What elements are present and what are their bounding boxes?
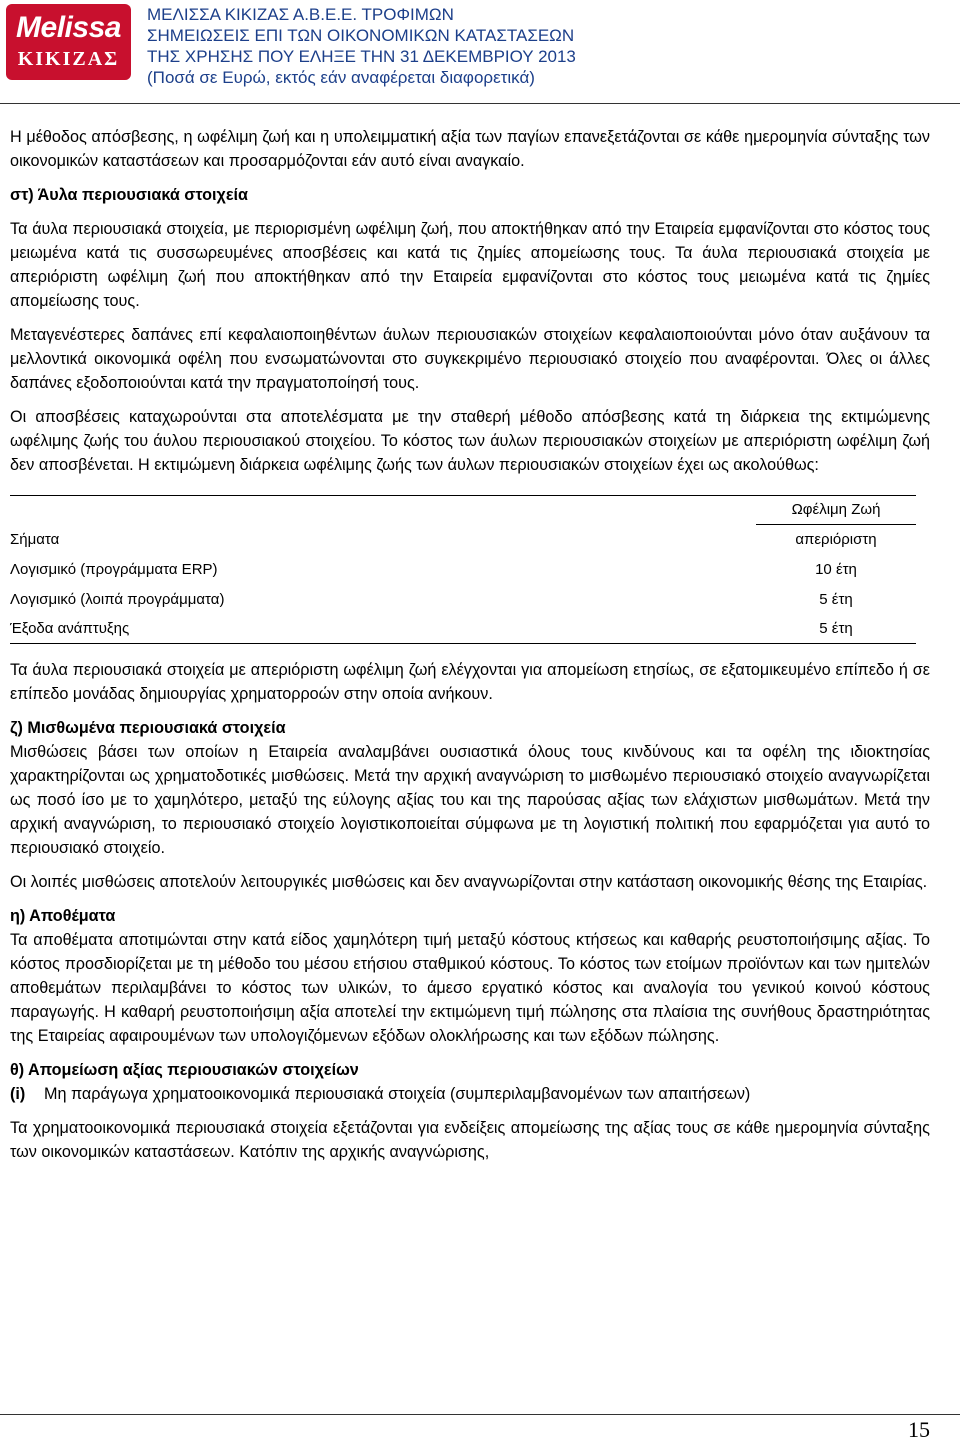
heading-intangible-assets: στ) Άυλα περιουσιακά στοιχεία xyxy=(10,186,248,204)
page-header xyxy=(147,4,947,88)
row-label: Λογισμικό (προγράμματα ERP) xyxy=(10,561,218,578)
table-header-row xyxy=(10,496,916,525)
paragraph-impairment: Τα χρηματοοικονομικά περιουσιακά στοιχεία εξετάζονται για ενδείξεις απομείωσης της αξίας τους σε κάθε ημερομηνία σύνταξης των οικονομικών καταστάσεων. Κατόπιν της αρχικής αναγνώρισης, xyxy=(10,1119,930,1161)
logo-sub-text: ΚΙΚΙΖΑΣ xyxy=(17,48,120,70)
heading-inventories: η) Αποθέματα xyxy=(10,907,116,925)
subheading-marker: (i) xyxy=(10,1085,26,1103)
footer-divider xyxy=(0,1414,960,1415)
header-divider xyxy=(0,103,960,104)
heading-impairment: θ) Απομείωση αξίας περιουσιακών στοιχείων xyxy=(10,1061,359,1079)
paragraph-leases-1: Μισθώσεις βάσει των οποίων η Εταιρεία αναλαμβάνει ουσιαστικά όλους τους κινδύνους και τα οφέλη της ιδιοκτησίας χαρακτηρίζονται ως χρηματοδοτικές μισθώσεις. Μετά την αρχική αναγνώριση το μισθωμένο περιουσιακό στοιχείο αναγνωρίζεται ως ποσό ίσο με το χαμηλότερο, μεταξύ της εύλογης αξίας του και της παρούσας αξίας των ελάχιστων μισθωμάτων. Μετά την αρχική αναγνώριση, το περιουσιακό στοιχείο λογιστικοποιείται σύμφωνα με τη λογιστική πολιτική που εφαρμόζεται για αυτό το περιουσιακό στοιχείο. xyxy=(10,743,930,857)
row-value: 5 έτη xyxy=(819,591,853,608)
paragraph-leases-2: Οι λοιπές μισθώσεις αποτελούν λειτουργικές μισθώσεις και δεν αναγνωρίζονται στην κατάσταση οικονομικής θέσης της Εταιρίας. xyxy=(10,873,928,891)
column-header-useful-life: Ωφέλιμη Ζωή xyxy=(756,496,916,525)
row-label: Έξοδα ανάπτυξης xyxy=(10,615,756,644)
table-row xyxy=(10,525,916,556)
row-value: 10 έτη xyxy=(815,561,857,578)
table-row xyxy=(10,555,916,585)
row-value: 5 έτη xyxy=(756,615,916,644)
subheading-non-derivative xyxy=(10,1082,930,1106)
row-label: Λογισμικό (λοιπά προγράμματα) xyxy=(10,591,225,608)
heading-leased-assets: ζ) Μισθωμένα περιουσιακά στοιχεία xyxy=(10,719,286,737)
subheading-text: Μη παράγωγα χρηματοοικονομικά περιουσιακά στοιχεία (συμπεριλαμβανομένων των απαιτήσεων) xyxy=(44,1085,751,1103)
company-name: ΜΕΛΙΣΣΑ ΚΙΚΙΖΑΣ Α.Β.Ε.Ε. ΤΡΟΦΙΜΩΝ xyxy=(147,5,454,24)
paragraph-intangible-2: Μεταγενέστερες δαπάνες επί κεφαλαιοποιηθέντων άυλων περιουσιακών στοιχείων κεφαλαιοποιούνται μόνο όταν αυξάνουν τα μελλοντικά οικονομικά οφέλη που ενσωματώνονται στο συγκεκριμένο περιουσιακό στοιχείο που αναφέρονται. Όλες οι άλλες δαπάνες εξοδοποιούνται κατά την πραγματοποίησή τους. xyxy=(10,326,930,392)
useful-life-table xyxy=(10,495,916,644)
company-logo xyxy=(6,4,131,80)
paragraph-intangible-4: Τα άυλα περιουσιακά στοιχεία με απεριόριστη ωφέλιμη ζωή ελέγχονται για απομείωση ετησίως, σε εξατομικευμένο επίπεδο ή σε επίπεδο μονάδας δημιουργίας χρηματορροών στην οποία ανήκουν. xyxy=(10,661,930,703)
paragraph-intangible-1: Τα άυλα περιουσιακά στοιχεία, με περιορισμένη ωφέλιμη ζωή, που αποκτήθηκαν από την Εταιρεία εμφανίζονται στο κόστος τους μειωμένα κατά τις συσσωρευμένες αποσβέσεις και κατά τις ζημίες απομείωσης τους. Τα άυλα περιουσιακά στοιχεία με απεριόριστη ωφέλιμη ζωή που αποκτήθηκαν από την Εταιρεία εμφανίζονται στο κόστος τους μειωμένα κατά τις ζημίες απομείωσης τους. xyxy=(10,220,930,310)
row-label: Σήματα xyxy=(10,530,60,548)
page-number: 15 xyxy=(908,1417,930,1442)
notes-title: ΣΗΜΕΙΩΣΕΙΣ ΕΠΙ ΤΩΝ ΟΙΚΟΝΟΜΙΚΩΝ ΚΑΤΑΣΤΑΣΕΩΝ xyxy=(147,26,575,45)
paragraph-intro: Η μέθοδος απόσβεσης, η ωφέλιμη ζωή και η υπολειμματική αξία των παγίων επανεξετάζονται σε κάθε ημερομηνία σύνταξης των οικονομικών καταστάσεων και προσαρμόζονται εάν αυτό είναι αναγκαίο. xyxy=(10,128,930,170)
row-value: απεριόριστη xyxy=(795,531,877,548)
table-row xyxy=(10,615,916,644)
currency-note: (Ποσά σε Ευρώ, εκτός εάν αναφέρεται διαφορετικά) xyxy=(147,68,535,87)
paragraph-intangible-3: Οι αποσβέσεις καταχωρούνται στα αποτελέσματα με την σταθερή μέθοδο απόσβεσης κατά τη διάρκεια της εκτιμώμενης ωφέλιμης ζωής του άυλου περιουσιακού στοιχείου. Το κόστος των άυλων περιουσιακών στοιχείων με απεριόριστη ωφέλιμη ζωή δεν αποσβένεται. Η εκτιμώμενη διάρκεια ωφέλιμης ζωής των άυλων περιουσιακών στοιχείων έχει ως ακολούθως: xyxy=(10,408,930,474)
period-line: ΤΗΣ ΧΡΗΣΗΣ ΠΟΥ ΕΛΗΞΕ ΤΗΝ 31 ΔΕΚΕΜΒΡΙΟΥ 2013 xyxy=(147,47,576,66)
paragraph-inventories: Τα αποθέματα αποτιμώνται στην κατά είδος χαμηλότερη τιμή μεταξύ κόστους κτήσεως και καθαρής ρευστοποιήσιμης αξίας. Το κόστος προσδιορίζεται με τη μέθοδο του μέσου ετήσιου σταθμικού κόστους. Το κόστος των ετοίμων προϊόντων και των ημιτελών αποθεμάτων περιλαμβάνει το κόστος των υλικών, το άμεσο εργατικό κόστος και αναλογία του γενικού κοινού κόστους παραγωγής. Η καθαρή ρευστοποιήσιμη αξία αποτελεί την εκτιμώμενη τιμή πώλησης στα πλαίσια της συνήθους δραστηριότητας της Εταιρείας αφαιρουμένων των υπολογιζόμενων εξόδων ολοκλήρωσης και των εξόδων πώλησης. xyxy=(10,931,930,1045)
logo-brand-text: Melissa xyxy=(16,11,121,44)
document-body xyxy=(10,125,930,1174)
table-row xyxy=(10,585,916,615)
